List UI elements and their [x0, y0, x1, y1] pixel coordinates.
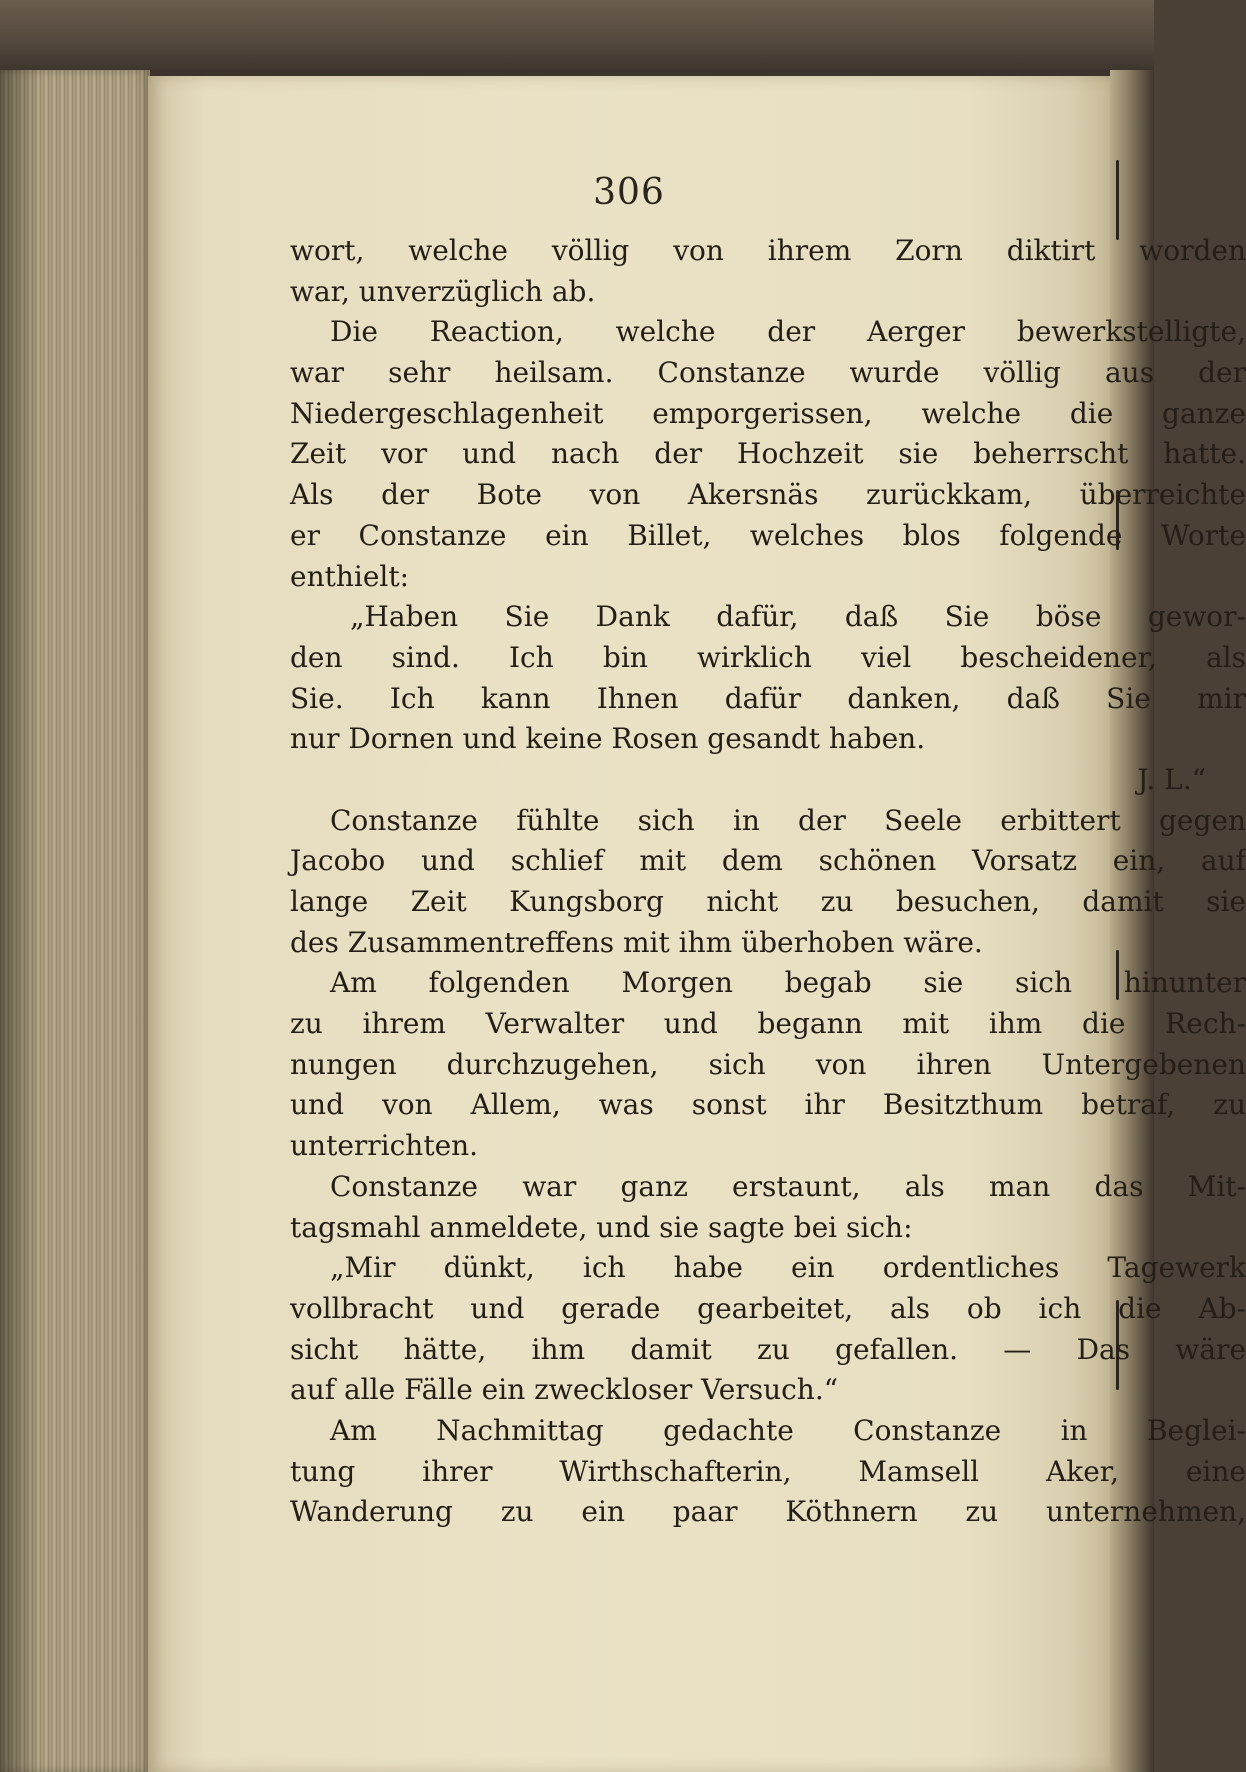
text-line: Als der Bote von Akersnäs zurückkam, überreichte	[290, 478, 1246, 512]
text-line: tung ihrer Wirthschafterin, Mamsell Aker, eine	[290, 1454, 1246, 1488]
text-line: den sind. Ich bin wirklich viel bescheidener, als	[290, 640, 1246, 674]
text-line: des Zusammentreffens mit ihm überhoben wäre.	[290, 925, 983, 959]
text-line: er Constanze ein Billet, welches blos folgende Worte	[290, 518, 1246, 552]
text-line: war sehr heilsam. Constanze wurde völlig aus der	[290, 356, 1246, 390]
text-line: „Mir dünkt, ich habe ein ordentliches Tagewerk	[330, 1251, 1246, 1285]
text-line: Jacobo und schlief mit dem schönen Vorsatz ein, auf	[290, 844, 1246, 878]
text-line: war, unverzüglich ab.	[290, 274, 596, 308]
page-number: 306	[593, 172, 665, 213]
text-line: lange Zeit Kungsborg nicht zu besuchen, damit sie	[290, 885, 1246, 918]
text-line: nur Dornen und keine Rosen gesandt haben.	[290, 722, 926, 756]
signature-initials: J. L.“	[1137, 762, 1206, 796]
text-line: zu ihrem Verwalter und begann mit ihm die Rech-	[290, 1007, 1246, 1041]
text-line: „Haben Sie Dank dafür, daß Sie böse gewor-	[350, 600, 1246, 634]
text-line: nungen durchzugehen, sich von ihren Untergebenen	[290, 1047, 1246, 1081]
text-line: Sie. Ich kann Ihnen dafür danken, daß Sie mir	[290, 681, 1246, 715]
text-line: Niedergeschlagenheit emporgerissen, welche die ganze	[290, 396, 1246, 430]
book-cover-edge	[0, 0, 1154, 70]
text-line: Constanze fühlte sich in der Seele erbittert gegen	[330, 803, 1246, 837]
text-line: Zeit vor und nach der Hochzeit sie beherrscht hatte.	[290, 437, 1246, 471]
text-line: tagsmahl anmeldete, und sie sagte bei sich:	[290, 1210, 913, 1244]
text-line: sicht hätte, ihm damit zu gefallen. — Das wäre	[290, 1332, 1246, 1366]
text-line: Die Reaction, welche der Aerger bewerkstelligte,	[330, 315, 1246, 349]
text-line: wort, welche völlig von ihrem Zorn diktirt worden	[290, 234, 1246, 267]
text-line: Constanze war ganz erstaunt, als man das Mit-	[330, 1169, 1246, 1203]
text-line: unterrichten.	[290, 1129, 479, 1163]
text-line: Wanderung zu ein paar Köthnern zu unternehmen,	[290, 1495, 1246, 1529]
text-line: Am Nachmittag gedachte Constanze in Beglei-	[330, 1413, 1246, 1447]
text-line: Am folgenden Morgen begab sie sich hinunter	[330, 966, 1246, 1000]
page-stack-edge	[0, 70, 150, 1772]
body-text	[290, 231, 1246, 1533]
book-page	[148, 76, 1246, 1772]
text-line: enthielt:	[290, 559, 410, 593]
text-line: vollbracht und gerade gearbeitet, als ob ich die Ab-	[290, 1291, 1246, 1325]
text-line: und von Allem, was sonst ihr Besitzthum betraf, zu	[290, 1088, 1246, 1122]
text-line: auf alle Fälle ein zweckloser Versuch.“	[290, 1373, 839, 1407]
